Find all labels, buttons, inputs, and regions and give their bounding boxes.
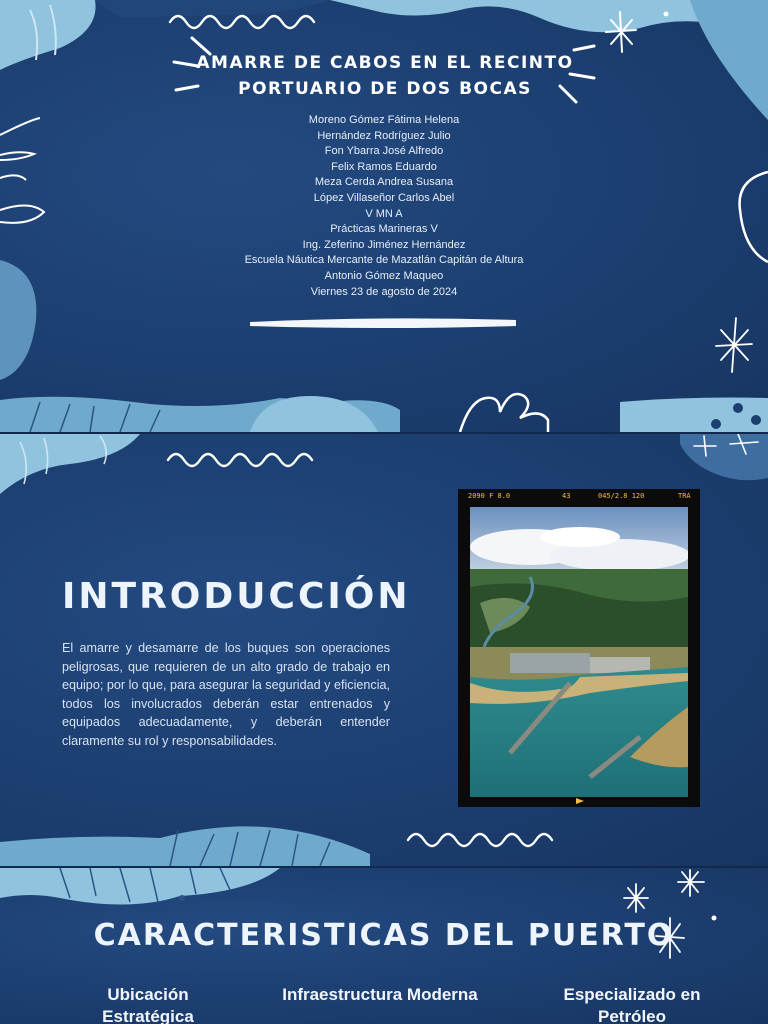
sparkle-icon-right — [716, 318, 752, 372]
slide-port-characteristics — [0, 868, 768, 1024]
credit-line: Meza Cerda Andrea Susana — [314, 176, 454, 189]
squiggle-top — [170, 16, 314, 28]
port-aerial-photo-frame — [458, 489, 700, 807]
top-right-corner-shape — [690, 0, 768, 120]
top-left-shape — [0, 868, 280, 905]
presentation-title: AMARRE DE CABOS EN EL RECINTO PORTUARIO DE DOS BOCAS — [196, 53, 574, 99]
credit-line: López Villaseñor Carlos Abel — [313, 191, 455, 204]
feature-strategic-location: Ubicación Estratégica — [102, 985, 194, 1024]
feature-oil-specialized: Especializado en Petróleo — [563, 985, 701, 1024]
squiggle-bottom — [408, 834, 552, 846]
credits-block — [184, 113, 584, 300]
left-swirl-lines — [0, 118, 44, 223]
left-blob-shape — [0, 260, 36, 380]
dot-3 — [751, 415, 761, 425]
slide-title — [0, 0, 768, 432]
top-left-leaf-shape — [0, 0, 96, 70]
credit-line: V MN A — [365, 207, 403, 220]
bottom-grass-shape — [0, 826, 370, 866]
bottom-right-shape — [620, 398, 768, 433]
credit-line: Antonio Gómez Maqueo — [324, 269, 444, 282]
right-blob-shape — [680, 434, 768, 480]
credit-line: Prácticas Marineras V — [330, 223, 438, 236]
dot-1 — [711, 419, 721, 429]
dot-2 — [733, 403, 743, 413]
port-aerial-photo — [470, 507, 688, 797]
film-code-left: 2090 F 8.0 — [468, 492, 511, 500]
slide-introduction — [0, 434, 768, 866]
sparkle-icon — [678, 870, 704, 896]
film-frame-number: 43 — [562, 492, 571, 500]
flower-outline — [460, 394, 548, 432]
sparkle-icon — [624, 884, 648, 912]
credit-line: Viernes 23 de agosto de 2024 — [310, 285, 458, 298]
right-ring-shape — [740, 172, 768, 262]
credit-line: Moreno Gómez Fátima Helena — [308, 114, 460, 126]
section-heading: CARACTERISTICAS DEL PUERTO — [93, 918, 675, 953]
feature-modern-infrastructure: Infraestructura Moderna — [282, 985, 478, 1004]
film-code-right: TRA — [678, 492, 691, 500]
film-code: 045/2.8 120 — [598, 492, 645, 500]
star-dot — [664, 12, 669, 17]
film-arrow-icon — [576, 798, 584, 804]
section-heading: INTRODUCCIÓN — [62, 576, 411, 617]
credit-line: Felix Ramos Eduardo — [331, 160, 437, 173]
intro-paragraph: El amarre y desamarre de los buques son operaciones peligrosas, que requieren de un alto grado de trabajo en equipo; por lo que, para asegurar la seguridad y eficiencia, todos los involucrados deberán estar entrenados y equipados adecuadamente, y deberán entender claramente su rol y responsabilidades. — [62, 641, 390, 748]
film-strip-label — [458, 489, 700, 505]
dot — [179, 895, 185, 901]
brush-stroke-underline — [250, 318, 516, 328]
credit-line: Hernández Rodríguez Julio — [317, 129, 451, 142]
credit-line: Ing. Zeferino Jiménez Hernández — [302, 238, 466, 251]
credit-line: Fon Ybarra José Alfredo — [324, 145, 444, 158]
squiggle-top — [168, 454, 312, 466]
credit-line: Escuela Náutica Mercante de Mazatlán Capitán de Altura — [244, 254, 524, 267]
